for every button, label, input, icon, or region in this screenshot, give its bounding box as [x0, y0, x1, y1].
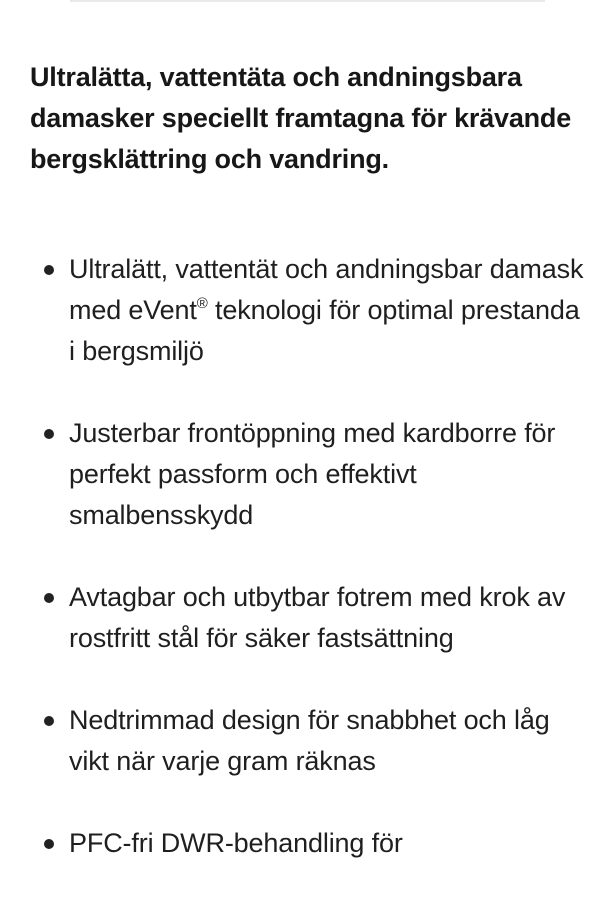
top-divider — [70, 0, 545, 2]
feature-list — [0, 249, 613, 900]
feature-text: Justerbar frontöppning med kardborre för perfekt passform och effektivt smalbensskydd — [69, 418, 556, 530]
feature-text: Avtagbar och utbytbar fotrem med krok av rostfritt stål för säker fastsättning — [69, 582, 566, 653]
registered-mark: ® — [196, 295, 208, 312]
feature-text-continued: teknologi för optimal prestanda i bergsmiljö — [69, 295, 580, 366]
bullet-icon — [44, 429, 54, 439]
feature-item-pfc-free-dwr — [0, 823, 613, 864]
bullet-icon — [44, 716, 54, 726]
bullet-icon — [44, 265, 54, 275]
bullet-icon — [44, 839, 54, 849]
feature-item-trimmed-design — [0, 700, 613, 782]
feature-text: Ultralätt, vattentät och andningsbar damask med eVent — [69, 254, 584, 325]
feature-text: PFC-fri DWR-behandling för — [69, 828, 403, 858]
product-intro: Ultralätta, vattentäta och andningsbara damasker speciellt framtagna för krävande bergsklättring och vandring. — [30, 62, 572, 174]
feature-item-foot-strap — [0, 577, 613, 659]
bullet-icon — [44, 593, 54, 603]
feature-text: Nedtrimmad design för snabbhet och låg vikt när varje gram räknas — [69, 705, 550, 776]
feature-item-ultralight — [0, 249, 613, 372]
feature-item-front-opening — [0, 413, 613, 536]
